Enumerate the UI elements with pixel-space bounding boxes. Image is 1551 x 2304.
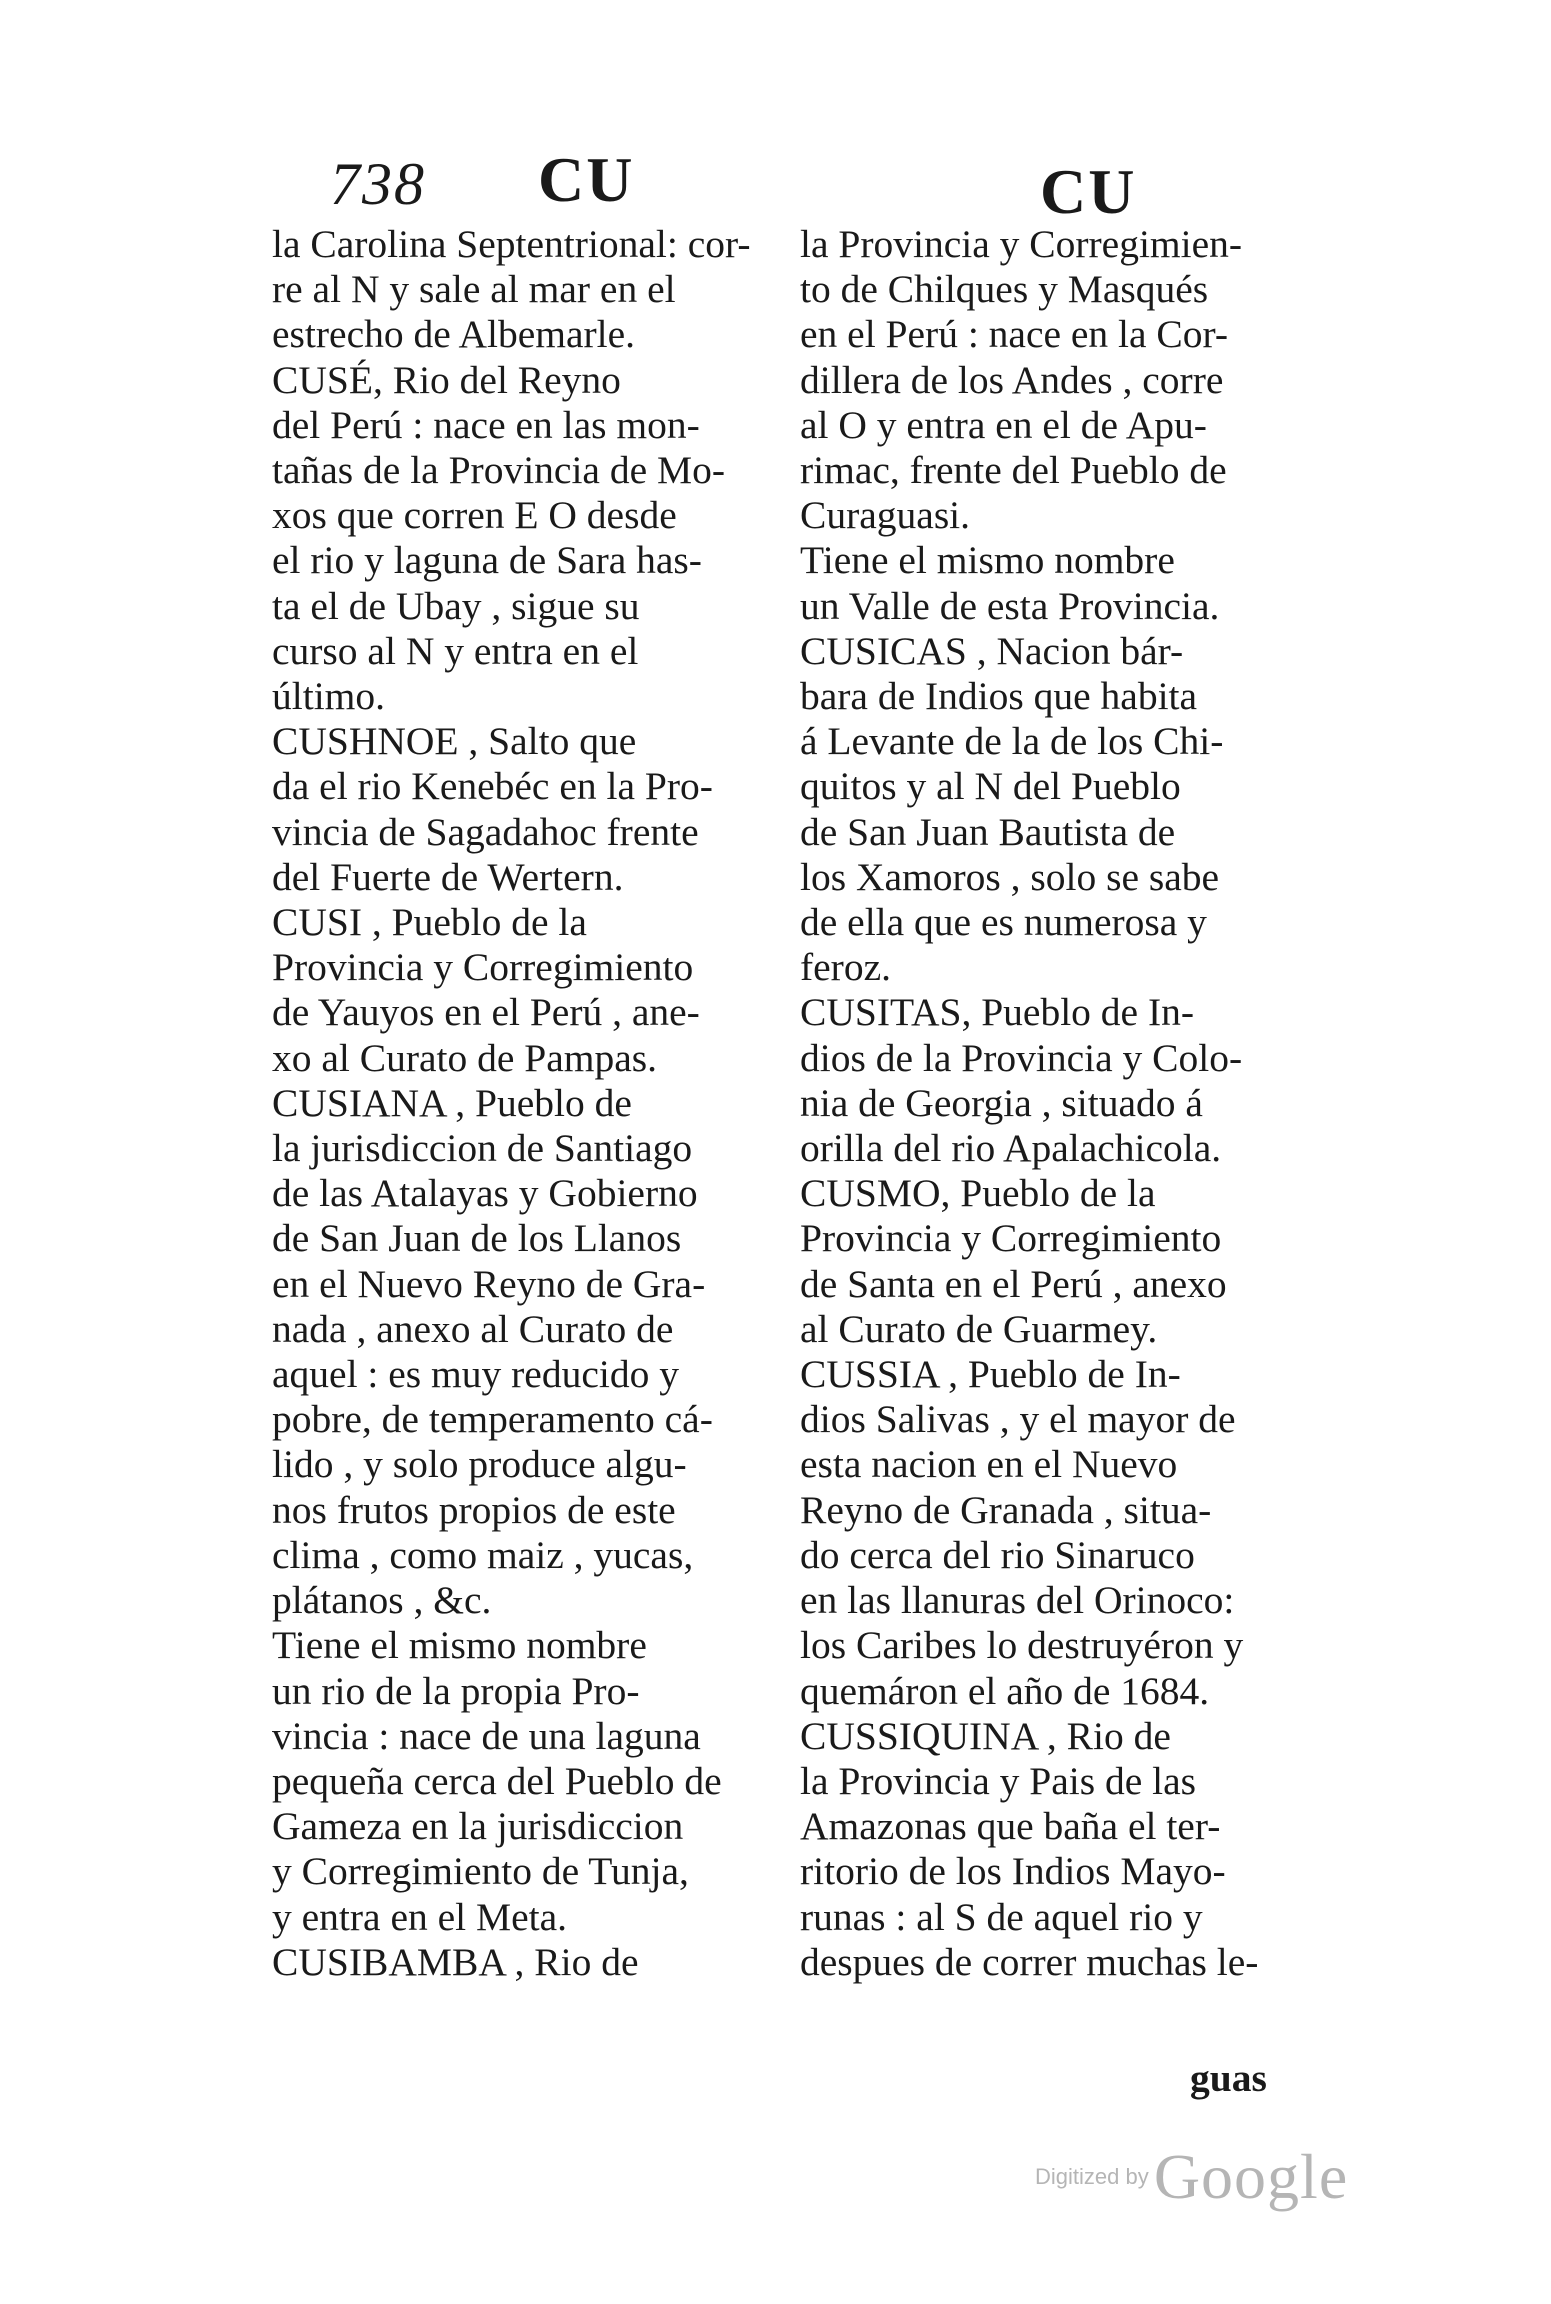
text-line: Tiene el mismo nombre	[800, 538, 1175, 583]
right-column	[800, 222, 1320, 1985]
text-line: Provincia y Corregimiento	[272, 945, 694, 990]
text-line: do cerca del rio Sinaruco	[800, 1532, 1195, 1577]
text-line: vincia de Sagadahoc frente	[272, 809, 699, 854]
watermark-prefix: Digitized by	[1035, 2164, 1149, 2189]
text-line: CUSSIA , Pueblo de In-	[800, 1352, 1181, 1397]
text-line: los Caribes lo destruyéron y	[800, 1623, 1244, 1668]
text-line: Gameza en la jurisdiccion	[272, 1804, 684, 1849]
text-line: plátanos , &c.	[272, 1578, 492, 1623]
text-line: último.	[272, 674, 386, 719]
text-line: á Levante de la de los Chi-	[800, 719, 1224, 764]
text-line: de Yauyos en el Perú , ane-	[272, 990, 700, 1035]
text-line: curso al N y entra en el	[272, 628, 639, 673]
text-line: de San Juan de los Llanos	[272, 1216, 682, 1261]
text-line: xo al Curato de Pampas.	[272, 1035, 658, 1080]
text-line: al Curato de Guarmey.	[800, 1306, 1158, 1351]
text-line: Amazonas que baña el ter-	[800, 1804, 1221, 1849]
digitization-watermark	[1035, 2140, 1348, 2214]
text-line: la Provincia y Pais de las	[800, 1758, 1197, 1803]
text-line: CUSSIQUINA , Rio de	[800, 1713, 1171, 1758]
text-line: da el rio Kenebéc en la Pro-	[272, 764, 713, 809]
text-line: aquel : es muy reducido y	[272, 1352, 679, 1397]
text-line: nos frutos propios de este	[272, 1487, 676, 1532]
running-head-left: CU	[538, 144, 635, 215]
text-line: de las Atalayas y Gobierno	[272, 1171, 698, 1216]
left-column	[272, 222, 792, 1985]
text-line: CUSI , Pueblo de la	[272, 900, 587, 945]
text-line: ritorio de los Indios Mayo-	[800, 1849, 1226, 1894]
text-line: dillera de los Andes , corre	[800, 357, 1224, 402]
text-line: la jurisdiccion de Santiago	[272, 1126, 693, 1171]
text-line: nada , anexo al Curato de	[272, 1306, 674, 1351]
text-line: despues de correr muchas le-	[800, 1939, 1259, 1984]
text-line: pequeña cerca del Pueblo de	[272, 1758, 722, 1803]
text-line: la Provincia y Corregimien-	[800, 222, 1243, 266]
text-line: los Xamoros , solo se sabe	[800, 854, 1220, 899]
text-line: Reyno de Granada , situa-	[800, 1487, 1212, 1532]
text-line: CUSICAS , Nacion bár-	[800, 628, 1184, 673]
text-line: CUSITAS, Pueblo de In-	[800, 990, 1195, 1035]
text-line: pobre, de temperamento cá-	[272, 1397, 713, 1442]
text-line: CUSHNOE , Salto que	[272, 719, 637, 764]
text-line: re al N y sale al mar en el	[272, 267, 676, 312]
page-number: 738	[330, 151, 426, 217]
text-line: la Carolina Septentrional: cor-	[272, 222, 751, 266]
text-line: y entra en el Meta.	[272, 1894, 568, 1939]
text-line: en el Perú : nace en la Cor-	[800, 312, 1229, 357]
text-line: un Valle de esta Provincia.	[800, 583, 1220, 628]
text-line: de San Juan Bautista de	[800, 809, 1176, 854]
catchword: guas	[1190, 2056, 1267, 2100]
text-line: dios Salivas , y el mayor de	[800, 1397, 1236, 1442]
text-line: del Fuerte de Wertern.	[272, 854, 624, 899]
text-line: de Santa en el Perú , anexo	[800, 1261, 1227, 1306]
text-line: orilla del rio Apalachicola.	[800, 1126, 1222, 1171]
text-line: vincia : nace de una laguna	[272, 1713, 701, 1758]
text-line: un rio de la propia Pro-	[272, 1668, 640, 1713]
text-line: y Corregimiento de Tunja,	[272, 1849, 689, 1894]
text-line: CUSIANA , Pueblo de	[272, 1080, 632, 1125]
running-head-right: CU	[1040, 156, 1137, 227]
text-line: esta nacion en el Nuevo	[800, 1442, 1178, 1487]
watermark-brand: Google	[1153, 2141, 1349, 2212]
text-line: del Perú : nace en las mon-	[272, 402, 700, 447]
text-line: Tiene el mismo nombre	[272, 1623, 647, 1668]
text-line: lido , y solo produce algu-	[272, 1442, 687, 1487]
text-line: nia de Georgia , situado á	[800, 1080, 1203, 1125]
text-line: clima , como maiz , yucas,	[272, 1532, 694, 1577]
text-line: rimac, frente del Pueblo de	[800, 448, 1227, 493]
text-line: en las llanuras del Orinoco:	[800, 1578, 1235, 1623]
text-line: feroz.	[800, 945, 891, 990]
text-line: dios de la Provincia y Colo-	[800, 1035, 1243, 1080]
text-line: Curaguasi.	[800, 493, 971, 538]
text-line: bara de Indios que habita	[800, 674, 1198, 719]
text-line: CUSÉ, Rio del Reyno	[272, 357, 621, 402]
text-line: estrecho de Albemarle.	[272, 312, 636, 357]
text-line: en el Nuevo Reyno de Gra-	[272, 1261, 706, 1306]
text-line: al O y entra en el de Apu-	[800, 402, 1207, 447]
text-line: quitos y al N del Pueblo	[800, 764, 1181, 809]
text-line: Provincia y Corregimiento	[800, 1216, 1222, 1261]
text-line: xos que corren E O desde	[272, 493, 677, 538]
text-line: CUSIBAMBA , Rio de	[272, 1939, 639, 1984]
text-line: tañas de la Provincia de Mo-	[272, 448, 726, 493]
text-line: el rio y laguna de Sara has-	[272, 538, 702, 583]
text-line: to de Chilques y Masqués	[800, 267, 1209, 312]
text-line: de ella que es numerosa y	[800, 900, 1207, 945]
text-line: runas : al S de aquel rio y	[800, 1894, 1203, 1939]
text-line: CUSMO, Pueblo de la	[800, 1171, 1156, 1216]
text-line: quemáron el año de 1684.	[800, 1668, 1210, 1713]
text-line: ta el de Ubay , sigue su	[272, 583, 640, 628]
